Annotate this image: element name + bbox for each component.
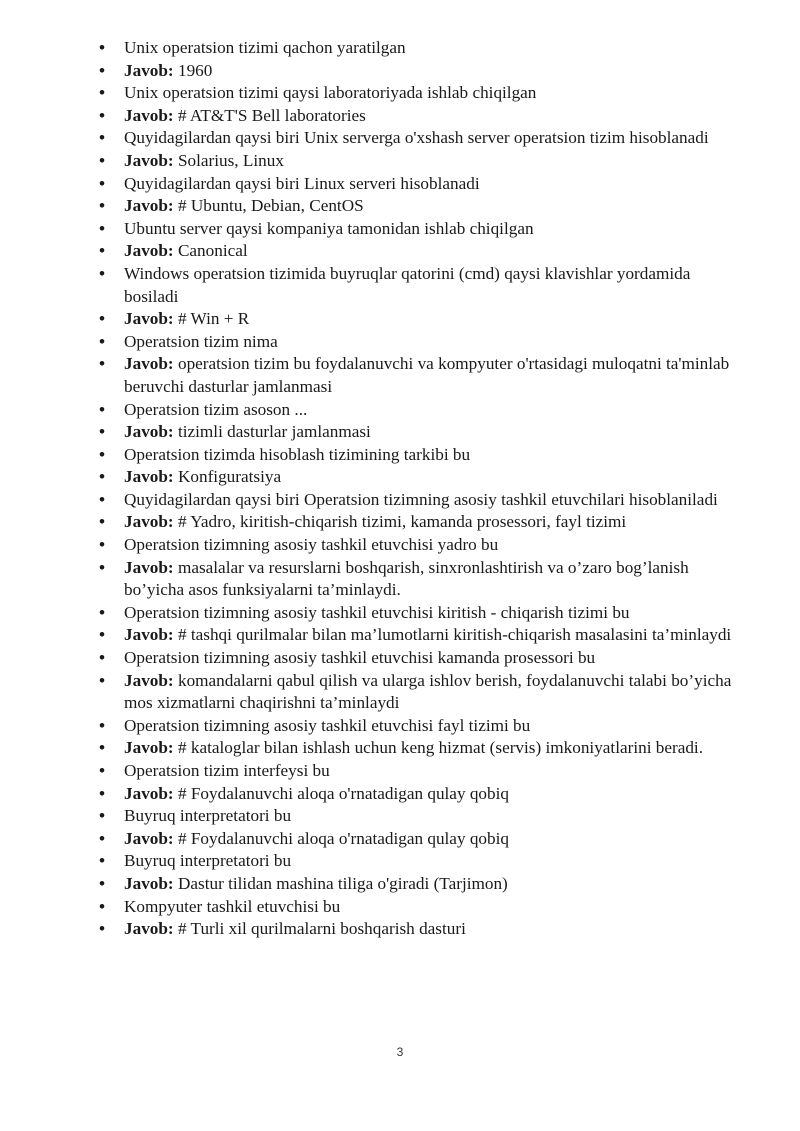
bullet-icon: • (99, 83, 106, 103)
bullet-icon: • (99, 309, 106, 329)
answer-item (99, 783, 749, 806)
answer-text: # Win + R (173, 309, 250, 329)
question-item (99, 534, 749, 557)
answer-item (99, 828, 749, 851)
answer-item (99, 557, 749, 602)
bullet-icon: • (99, 715, 106, 735)
answer-label: Javob: (124, 105, 174, 125)
question-item (99, 82, 749, 105)
answer-item (99, 60, 749, 83)
answer-label: Javob: (124, 467, 174, 487)
answer-item (99, 511, 749, 534)
answer-text: Konfiguratsiya (173, 467, 282, 487)
question-item (99, 37, 749, 60)
question-item (99, 805, 749, 828)
bullet-icon: • (99, 783, 106, 803)
answer-text: 1960 (173, 60, 213, 80)
answer-label: Javob: (124, 738, 174, 758)
bullet-icon: • (99, 196, 106, 216)
answer-text: # AT&T'S Bell laboratories (173, 105, 366, 125)
answer-label: Javob: (124, 670, 174, 690)
question-text: Quyidagilardan qaysi biri Linux serveri hisoblanadi (124, 173, 480, 193)
question-text: Operatsion tizimning asosiy tashkil etuvchisi kamanda prosessori bu (124, 648, 596, 668)
answer-text: # Ubuntu, Debian, CentOS (173, 196, 364, 216)
bullet-icon: • (99, 806, 106, 826)
answer-item (99, 918, 749, 941)
question-text: Quyidagilardan qaysi biri Operatsion tizimning asosiy tashkil etuvchilari hisoblaniladi (124, 489, 718, 509)
bullet-icon: • (99, 38, 106, 57)
question-item (99, 715, 749, 738)
bullet-icon: • (99, 670, 106, 690)
answer-text: masalalar va resurslarni boshqarish, sinxronlashtirish va o’zaro bog’lanish bo’yicha asos funksiyalarni ta’minlaydi. (124, 557, 689, 600)
answer-item (99, 737, 749, 760)
question-text: Buyruq interpretatori bu (124, 851, 292, 871)
answer-text: # Foydalanuvchi aloqa o'rnatadigan qulay qobiq (173, 783, 509, 803)
question-item (99, 896, 749, 919)
bullet-icon: • (99, 150, 106, 170)
bullet-icon: • (99, 738, 106, 758)
answer-label: Javob: (124, 196, 174, 216)
question-item (99, 489, 749, 512)
answer-text: Canonical (173, 241, 248, 261)
question-item (99, 263, 749, 308)
bullet-icon: • (99, 489, 106, 509)
answer-text: # tashqi qurilmalar bilan ma’lumotlarni kiritish-chiqarish masalasini ta’minlaydi (173, 625, 732, 645)
bullet-icon: • (99, 602, 106, 622)
answer-label: Javob: (124, 783, 174, 803)
question-item (99, 173, 749, 196)
question-text: Operatsion tizimda hisoblash tizimining tarkibi bu (124, 444, 471, 464)
page-number: 3 (396, 1045, 404, 1059)
bullet-icon: • (99, 919, 106, 939)
bullet-icon: • (99, 896, 106, 916)
question-item (99, 850, 749, 873)
answer-label: Javob: (124, 919, 174, 939)
bullet-icon: • (99, 354, 106, 374)
bullet-icon: • (99, 557, 106, 577)
answer-label: Javob: (124, 512, 174, 532)
bullet-icon: • (99, 105, 106, 125)
answer-label: Javob: (124, 354, 174, 374)
question-text: Unix operatsion tizimi qachon yaratilgan (124, 38, 406, 57)
answer-item (99, 873, 749, 896)
question-text: Ubuntu server qaysi kompaniya tamonidan ishlab chiqilgan (124, 218, 534, 238)
answer-label: Javob: (124, 625, 174, 645)
question-text: Kompyuter tashkil etuvchisi bu (124, 896, 341, 916)
answer-text: # Foydalanuvchi aloqa o'rnatadigan qulay qobiq (173, 828, 509, 848)
answer-text: Solarius, Linux (173, 150, 284, 170)
bullet-icon: • (99, 648, 106, 668)
question-text: Operatsion tizimning asosiy tashkil etuvchisi fayl tizimi bu (124, 715, 531, 735)
answer-label: Javob: (124, 557, 174, 577)
answer-item (99, 195, 749, 218)
question-answer-list (99, 37, 749, 941)
bullet-icon: • (99, 535, 106, 555)
bullet-icon: • (99, 128, 106, 148)
question-item (99, 331, 749, 354)
answer-item (99, 466, 749, 489)
answer-text: # Turli xil qurilmalarni boshqarish dasturi (173, 919, 466, 939)
answer-item (99, 353, 749, 398)
bullet-icon: • (99, 399, 106, 419)
bullet-icon: • (99, 422, 106, 442)
bullet-icon: • (99, 444, 106, 464)
question-text: Quyidagilardan qaysi biri Unix serverga o'xshash server operatsion tizim hisoblanadi (124, 128, 709, 148)
answer-text: tizimli dasturlar jamlanmasi (173, 422, 371, 442)
question-item (99, 399, 749, 422)
question-text: Operatsion tizimning asosiy tashkil etuvchisi kiritish - chiqarish tizimi bu (124, 602, 630, 622)
answer-label: Javob: (124, 422, 174, 442)
bullet-icon: • (99, 218, 106, 238)
answer-item (99, 421, 749, 444)
bullet-icon: • (99, 625, 106, 645)
answer-label: Javob: (124, 60, 174, 80)
bullet-icon: • (99, 241, 106, 261)
answer-label: Javob: (124, 828, 174, 848)
answer-item (99, 150, 749, 173)
answer-text: operatsion tizim bu foydalanuvchi va kompyuter o'rtasidagi muloqatni ta'minlab beruvchi dasturlar jamlanmasi (124, 354, 730, 396)
answer-item (99, 670, 749, 715)
answer-text: # kataloglar bilan ishlash uchun keng hizmat (servis) imkoniyatlarini beradi. (173, 738, 704, 758)
answer-item (99, 624, 749, 647)
answer-text: Dastur tilidan mashina tiliga o'giradi (Tarjimon) (173, 873, 508, 893)
answer-label: Javob: (124, 241, 174, 261)
answer-text: komandalarni qabul qilish va ularga ishlov berish, foydalanuvchi talabi bo’yicha mos xizmatlarni chaqirishni ta’minlaydi (124, 670, 732, 713)
bullet-icon: • (99, 761, 106, 780)
bullet-icon: • (99, 331, 106, 351)
answer-label: Javob: (124, 873, 174, 893)
question-text: Windows operatsion tizimida buyruqlar qatorini (cmd) qaysi klavishlar yordamida bosiladi (124, 263, 691, 306)
question-item (99, 602, 749, 625)
answer-label: Javob: (124, 309, 174, 329)
bullet-icon: • (99, 873, 106, 893)
bullet-icon: • (99, 828, 106, 848)
question-item (99, 127, 749, 150)
question-item (99, 760, 749, 783)
answer-item (99, 240, 749, 263)
question-text: Operatsion tizim interfeysi bu (124, 761, 330, 780)
bullet-icon: • (99, 851, 106, 871)
question-item (99, 218, 749, 241)
answer-item (99, 308, 749, 331)
question-text: Buyruq interpretatori bu (124, 806, 292, 826)
bullet-icon: • (99, 173, 106, 193)
answer-label: Javob: (124, 150, 174, 170)
question-item (99, 444, 749, 467)
answer-text: # Yadro, kiritish-chiqarish tizimi, kamanda prosessori, fayl tizimi (173, 512, 627, 532)
bullet-icon: • (99, 467, 106, 487)
bullet-icon: • (99, 512, 106, 532)
question-text: Operatsion tizimning asosiy tashkil etuvchisi yadro bu (124, 535, 499, 555)
question-item (99, 647, 749, 670)
answer-item (99, 105, 749, 128)
bullet-icon: • (99, 263, 106, 283)
question-text: Unix operatsion tizimi qaysi laboratoriyada ishlab chiqilgan (124, 83, 537, 103)
question-text: Operatsion tizim nima (124, 331, 278, 351)
bullet-icon: • (99, 60, 106, 80)
question-text: Operatsion tizim asoson ... (124, 399, 308, 419)
